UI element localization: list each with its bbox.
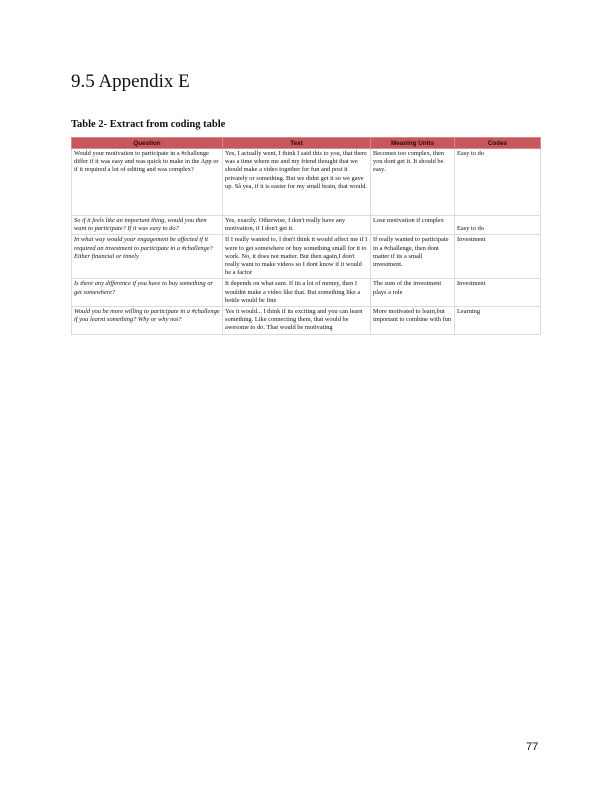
question-cell: So if it feels like an important thing, would you then want to participate? If it was easy to do? [72, 216, 223, 235]
section-heading: 9.5 Appendix E [71, 71, 190, 92]
meaning-cell: Lose motivation if complex [371, 216, 455, 235]
table-header-row [72, 138, 541, 149]
coding-table [71, 137, 541, 335]
header-text: Text [223, 138, 371, 149]
question-cell: In what way would your engagement be affected if it required an investment to participate in a #challenge? Either financial or timely [72, 235, 223, 279]
code-cell: Easy to do [455, 149, 541, 216]
header-meaning-units: Meaning Units [371, 138, 455, 149]
header-question: Question [72, 138, 223, 149]
meaning-cell: The sum of the investment plays a role [371, 279, 455, 307]
table-row [72, 235, 541, 279]
code-text: Easy to do [457, 225, 484, 232]
meaning-cell: More motivated to learn,but important to combine with fun [371, 307, 455, 335]
header-codes: Codes [455, 138, 541, 149]
table-row [72, 307, 541, 335]
table-caption: Table 2- Extract from coding table [71, 119, 226, 130]
code-cell: Investment [455, 235, 541, 279]
text-cell: Yes, exactly. Otherwise, I don't really have any motivation, if I don't get it. [223, 216, 371, 235]
text-cell: Yes, I actually went, I think I said this to you, that there was a time where me and my friend thought that we should make a video together for fun and post it privately or something. But we didnt get it so we gave up. Så yea, if it is easier for my small brain, that would. [223, 149, 371, 216]
code-cell: Investment [455, 279, 541, 307]
meaning-cell: Becomes too complex, then you dont get it. It should be easy. [371, 149, 455, 216]
text-cell: If I really wanted to, I don't think it would affect me if I were to get somewhere or buy something small for it to work. No, it does not matter. But then again,I don't really want to make videos so I dont know if it would be a factor [223, 235, 371, 279]
text-cell: It depends on what sum. If its a lot of money, then I wouldnt make a video like that. But something like a bottle would be fine [223, 279, 371, 307]
question-cell: Is there any difference if you have to buy something or get somewhere? [72, 279, 223, 307]
text-cell: Yes it would... I think if its exciting and you can learn something. Like connecting them, that would be awesome to do. That would be motivating [223, 307, 371, 335]
question-cell: Would you be more willing to participate in a #challenge if you learnt something? Why or why not? [72, 307, 223, 335]
table-row [72, 216, 541, 235]
question-cell: Would your motivation to participate in a #challenge differ if it was easy and was quick to make in the App or if it required a lot of editing and was complex? [72, 149, 223, 216]
code-cell: Learning [455, 307, 541, 335]
table-row [72, 149, 541, 216]
code-cell [455, 216, 541, 235]
page-number: 77 [526, 741, 539, 753]
meaning-cell: If really wanted to participate in a #challenge, then dont matter if its a small investment. [371, 235, 455, 279]
table-row [72, 279, 541, 307]
